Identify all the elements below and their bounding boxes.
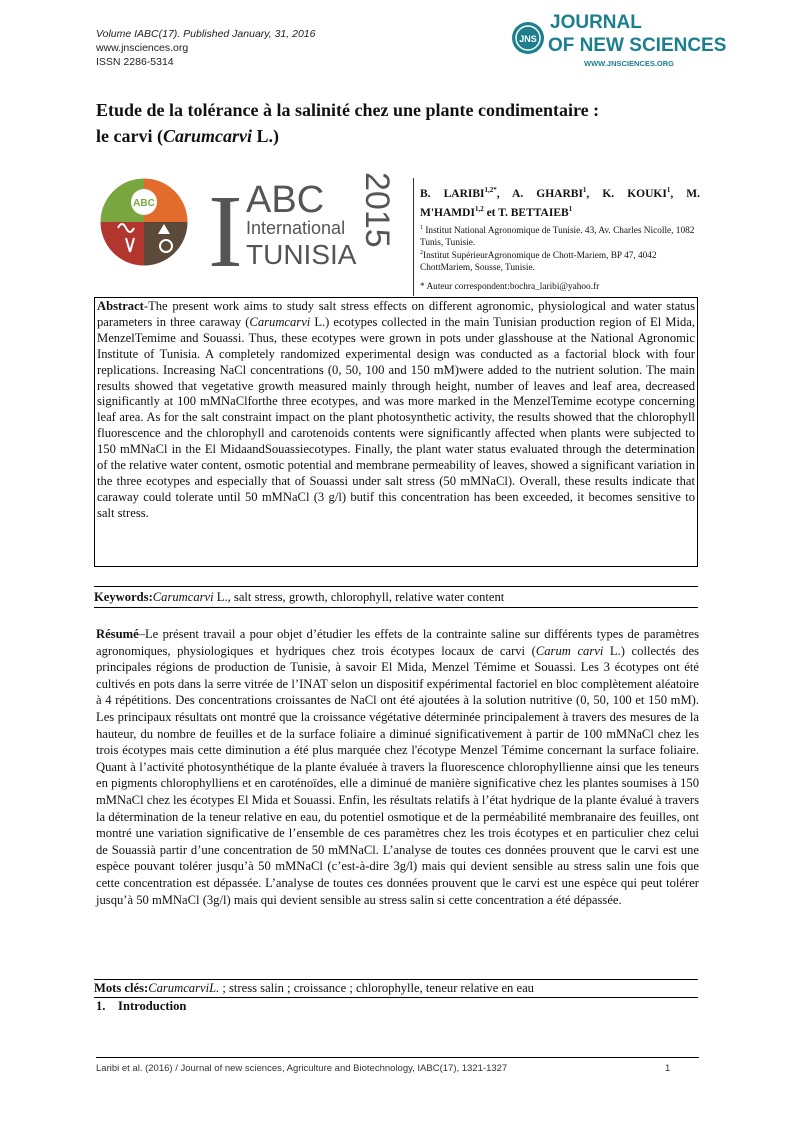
abstract-species: Carumcarvi — [249, 314, 311, 329]
mots-cles-species: CarumcarviL. — [148, 981, 220, 995]
volume-text: Volume IABC(17). Published January, 31, 2016 — [96, 28, 316, 40]
mots-cles — [94, 979, 698, 998]
author-list — [420, 183, 700, 221]
affiliation-sup: 2 — [420, 250, 423, 256]
affiliation-1 — [420, 222, 700, 249]
iabc-international: International — [246, 218, 346, 238]
iabc-year: 2015 — [358, 172, 396, 248]
iabc-letter-i: I — [208, 174, 243, 289]
journal-badge-icon — [506, 8, 727, 74]
resume-part1: –Le présent travail a pour objet d’étudier les effets de la contrainte saline sur différents types de paramètres agronomiques, physiologiques et hydriques chez trois écotypes locaux de carvi ( — [96, 627, 699, 658]
affiliation-2 — [420, 247, 700, 274]
title-line1: Etude de la tolérance à la salinité chez une plante condimentaire : — [96, 100, 600, 120]
keywords — [94, 586, 698, 608]
circle-badge-text: ABC — [133, 198, 155, 209]
author-sup: 1 — [666, 186, 671, 194]
author-bettaieb: et T. BETTAIEB — [483, 206, 569, 219]
affiliation-text: Institut National Agronomique de Tunisie. 43, Av. Charles Nicolle, 1082 Tunis, Tunisie. — [420, 226, 695, 249]
mots-cles-label: Mots clés: — [94, 981, 149, 995]
header-website[interactable]: www.jnsciences.org — [96, 42, 189, 54]
abstract-box — [94, 297, 698, 567]
footer-divider — [96, 1057, 699, 1058]
author-mhamdi: , M. M'HAMDI — [420, 187, 700, 219]
section-number: 1. — [96, 999, 106, 1013]
title-species: Carumcarvi — [162, 126, 252, 146]
author-kouki: , K. KOUKI — [586, 187, 667, 200]
author-laribi: B. LARIBI — [420, 187, 485, 200]
header-divider — [413, 178, 414, 296]
affiliation-text: Institut SupérieurAgronomique de Chott-Mariem, BP 47, 4042 ChottMariem, Sousse, Tunisie. — [420, 251, 657, 274]
section-title: Introduction — [118, 999, 187, 1013]
title-line2 — [96, 123, 696, 149]
iabc-wordmark — [206, 168, 401, 289]
affiliation-sup: 1 — [420, 225, 423, 231]
page-number: 1 — [665, 1063, 671, 1074]
title-line2-pre: le carvi ( — [96, 126, 163, 146]
author-sup: 1 — [568, 204, 573, 213]
resume-part2: L.) collectés des principales régions de production de Tunisie, à savoir El Mida, Menzel Témime et Souassi. Les 3 écotypes ont été cultivés en pots dans la serre vitrée de l’INAT selon un dispositif expérimental factoriel en bloc complètement aléatoire à 4 répétitions. Des concentrations croissantes de NaCl ont été ajoutées à la solution nutritive (0, 50, 100 et 150 mM). Les principaux résultats ont montré que la croissance végétative déterminée principalement à travers des mesures de la hauteur, du nombre de feuilles et de la surface foliaire a diminué significativement à partir de 100 mMNaCl chez les trois écotypes mais cette diminution a été plus marquée chez l'écotype Menzel Témime concernant la surface foliaire. Quant à l’activité photosynthétique de la plante évaluée à travers la fluorescence chlorophyllienne ainsi que les teneurs en pigments chlorophylliens et en caroténoïdes, elle a diminué de manière significative chez les plantes soumises à 150 mMNaCl chez les écotypes El Mida et Souassi. Enfin, les résultats relatifs à l’état hydrique de la plante évalué à travers la détermination de la teneur relative en eau, du potentiel osmotique et de la perméabilité membranaire des feuilles, ont montré une variation significative de l’ensemble de ces paramètres chez les trois écotypes et en particulier chez celui de Souassià partir d’une concentration de 50 mMNaCl. L’analyse de toutes ces données prouvent que le carvi est une espèce pouvant tolérer jusqu’à 50 mMNaCl (c’est-à-dire 3g/l) mais qui devient sensible au stress salin une fois que cette concentration est dépassée. L’analyse de toutes ces données prouvent que le carvi est une espèce qui peut tolérer jusqu’à 50 mMNaCl (3g/l) mais qui devient sensible au stress salin si cette concentration a été dépassée. — [96, 643, 700, 907]
iabc-abc: ABC — [246, 179, 325, 221]
iabc-circle-icon — [98, 176, 190, 268]
resume-species: Carum carvi — [535, 643, 604, 658]
mots-cles-text: ; stress salin ; croissance ; chlorophylle, teneur relative en eau — [219, 981, 534, 995]
keywords-label: Keywords: — [94, 590, 153, 604]
journal-name-line1: JOURNAL — [550, 12, 642, 33]
iabc-tunisia-logo — [206, 168, 401, 289]
abstract-label: Abstract — [97, 299, 144, 313]
journal-url: WWW.JNSCIENCES.ORG — [584, 59, 675, 68]
journal-badge-text: JNS — [519, 34, 537, 44]
paper-title — [96, 97, 696, 149]
abstract-part1: -The present work aims to study salt stress effects on different agronomic, physiological and water status parameters in three caraway ( — [97, 299, 695, 329]
header-issn: ISSN 2286-5314 — [96, 56, 174, 68]
header-volume — [96, 28, 315, 42]
journal-logo[interactable] — [506, 8, 727, 74]
iabc-circle-logo — [98, 176, 190, 268]
keywords-text: L., salt stress, growth, chlorophyll, relative water content — [213, 590, 505, 604]
section-heading-introduction — [96, 999, 186, 1014]
abstract-part2: L.) ecotypes collected in the main Tunisian production region of El Mida, MenzelTemime and Souassi. Thus, these ecotypes were grown in pots under glasshouse at the National Agronomic Institute of Tunisia. A completely randomized experimental design was conducted as a factorial block with four replications. Increasing NaCl concentrations (0, 50, 100 and 150 mM)were added to the nutrient solution. The main results showed that vegetative growth measured mainly through height, number of leaves and leaf area, decreased significantly at 100 mMNaClforthe three ecotypes, and was more marked in the MenzelTemime ecotype concerning leaf area. As for the salt constraint impact on the plant photosynthetic activity, the results showed that the chlorophyll fluorescence and the chlorophyll and carotenoids contents were significantly affected when plants were subjected to 150 mMNaCl in the El MidaandSouassiecotypes. Finally, the plant water status evaluated through the determination of the relative water content, osmotic potential and membrane permeability of leaves, showed a significant variation in the three ecotypes and especially that of Souassi under salt stress (50 mMNaCl). Overall, these results indicate that caraway could tolerate until 50 mMNaCl (3 g/l) butif this concentration has been exceeded, it becomes sensitive to salt stress. — [97, 314, 696, 520]
iabc-tunisia: TUNISIA — [246, 239, 357, 270]
author-gharbi: , A. GHARBI — [496, 187, 583, 200]
resume-text — [96, 626, 699, 908]
resume-label: Résumé — [96, 627, 139, 641]
title-line2-post: L.) — [251, 126, 279, 146]
footer-citation: Laribi et al. (2016) / Journal of new sciences, Agriculture and Biotechnology, IABC(17), 1321-1327 — [96, 1063, 508, 1074]
keywords-species: Carumcarvi — [152, 590, 214, 604]
corresponding-author[interactable]: * Auteur correspondent:bochra_laribi@yahoo.fr — [420, 282, 600, 292]
author-sup: 1,2 — [474, 204, 484, 213]
journal-name-line2: OF NEW SCIENCES — [548, 35, 727, 56]
author-sup: 1 — [582, 186, 587, 194]
abstract-text — [97, 299, 695, 522]
author-sup: 1,2* — [484, 186, 497, 194]
